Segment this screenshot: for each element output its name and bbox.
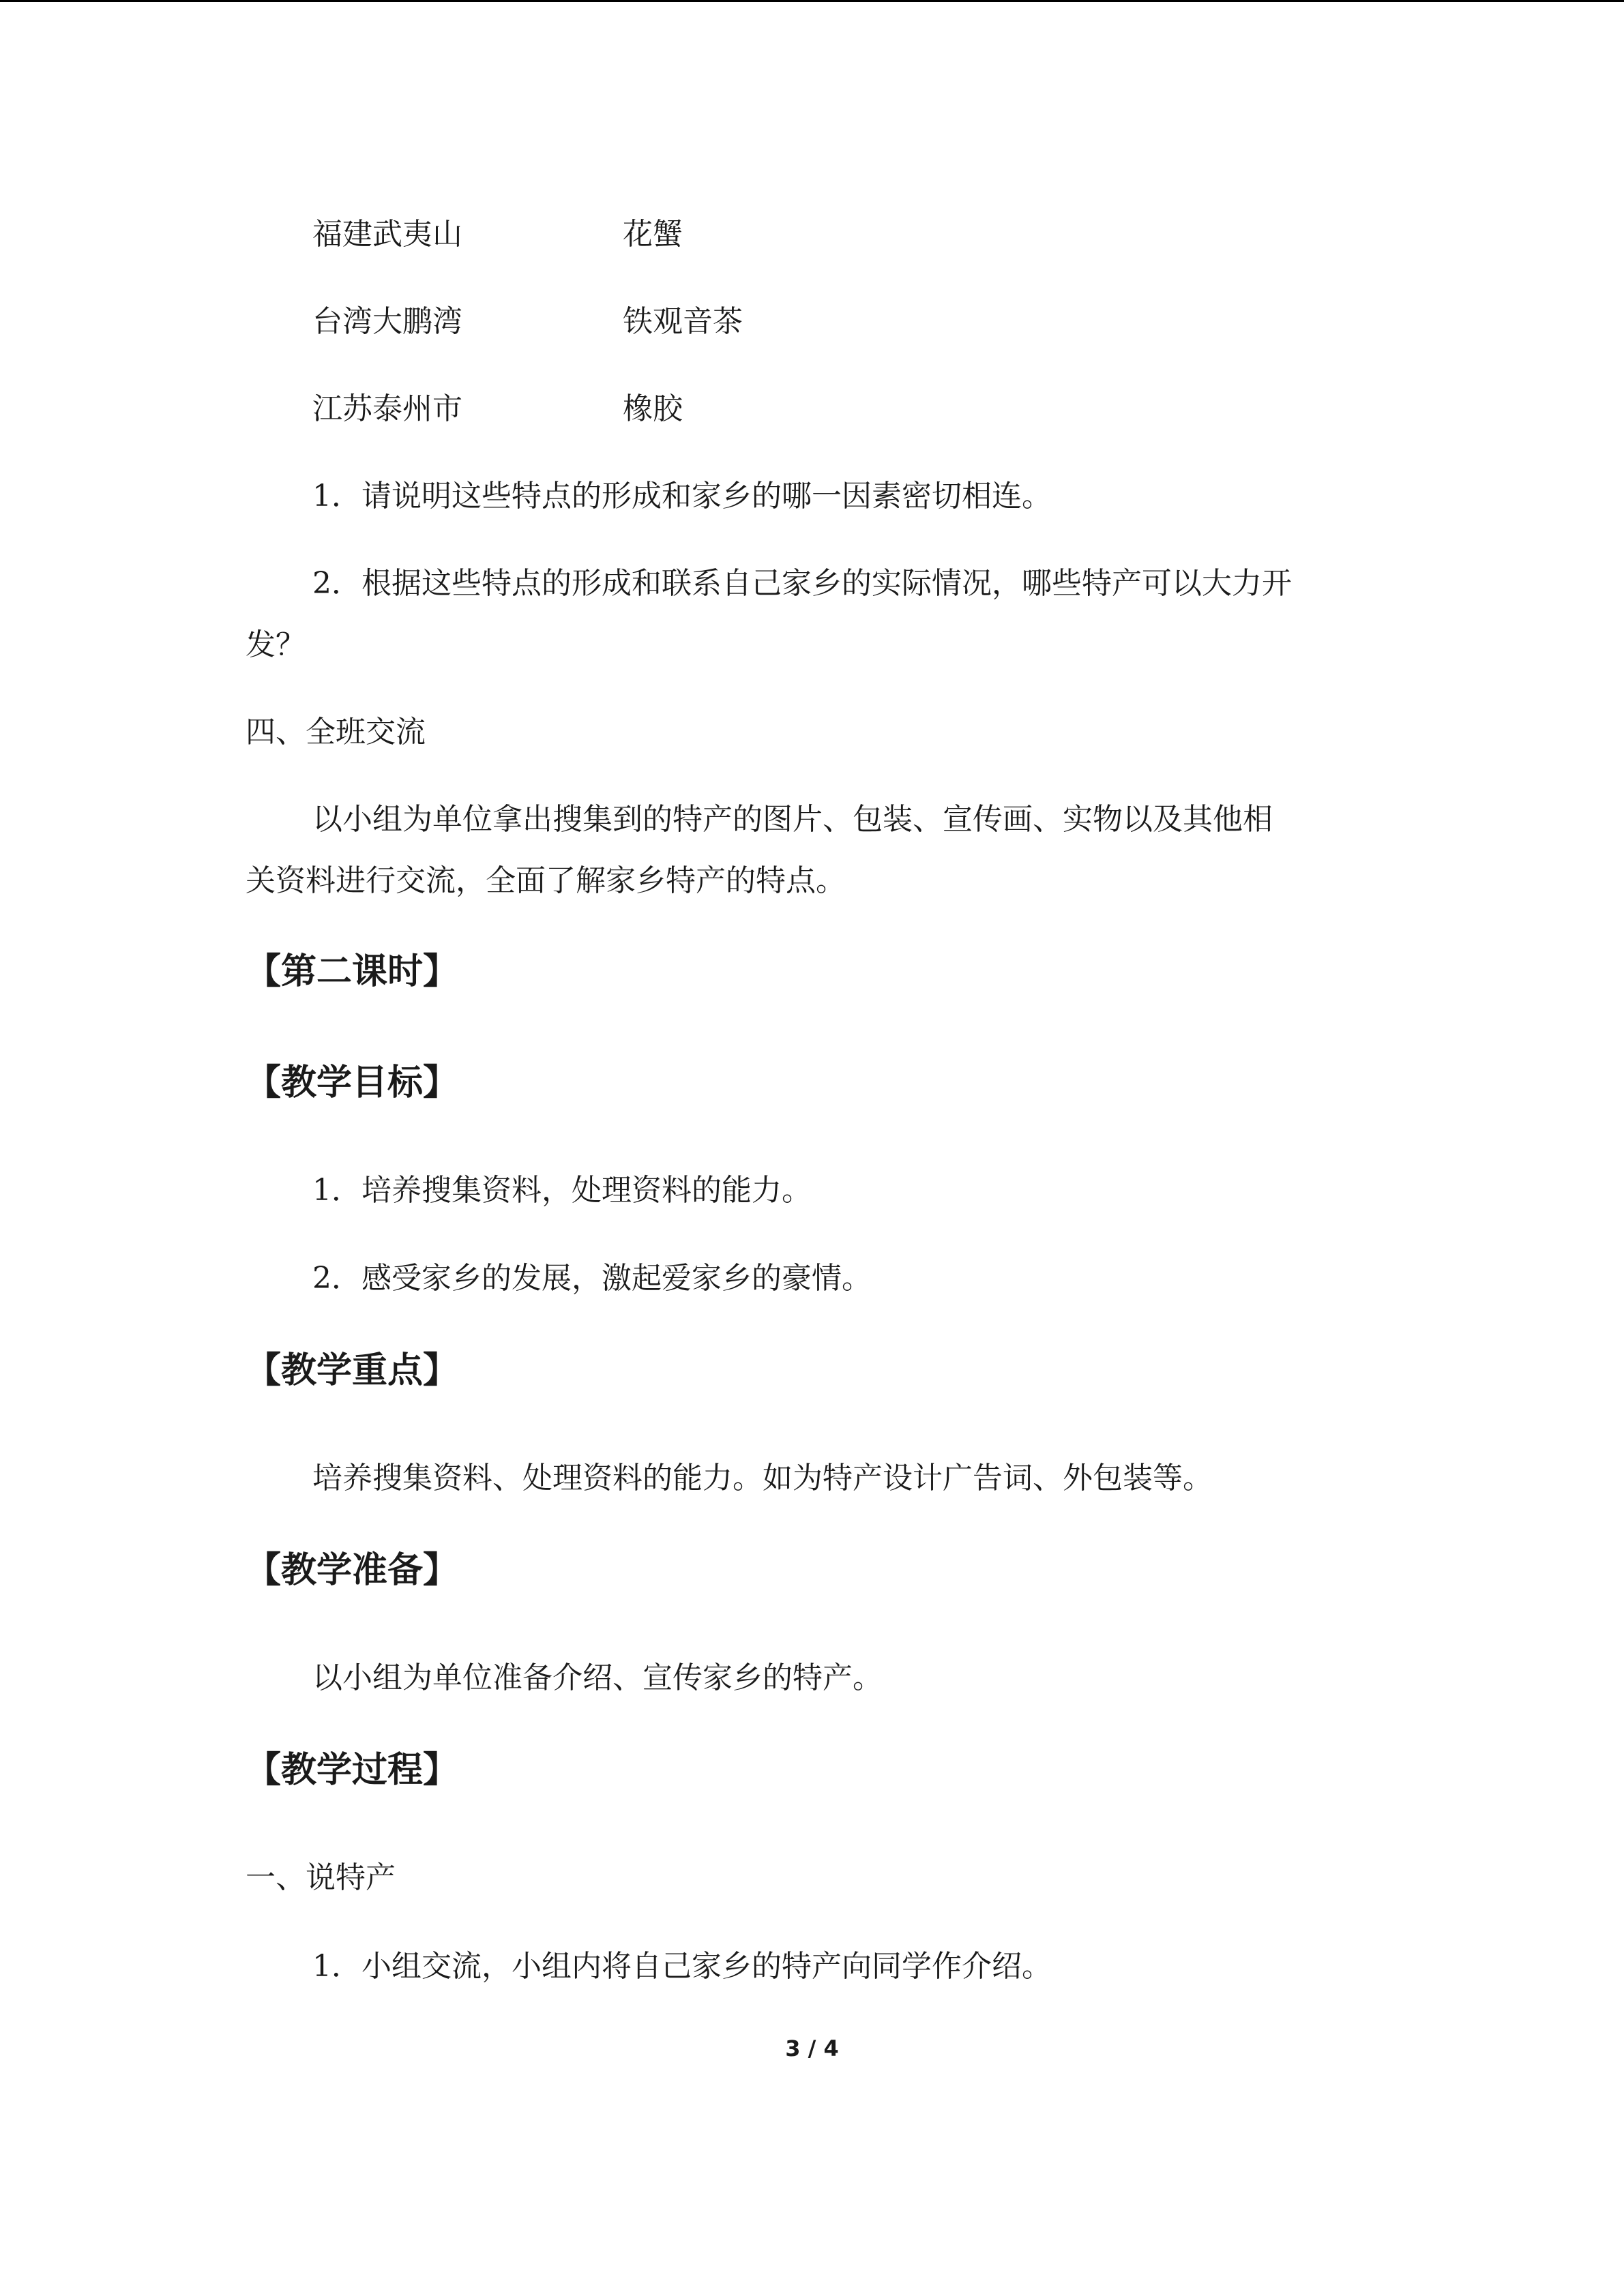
question-2-line-2: 发？ [246, 627, 306, 662]
product-3: 橡胶 [623, 391, 683, 426]
page-number: 3 / 4 [785, 2036, 839, 2061]
place-3: 江苏泰州市 [312, 391, 462, 426]
heading-process: 【教学过程】 [246, 1750, 459, 1791]
process-section-1: 一、说特产 [246, 1860, 396, 1895]
heading-lesson-2: 【第二课时】 [246, 951, 459, 992]
goal-1: 1．培养搜集资料，处理资料的能力。 [312, 1173, 812, 1208]
heading-preparation: 【教学准备】 [246, 1550, 459, 1591]
key-points-text: 培养搜集资料、处理资料的能力。如为特产设计广告词、外包装等。 [312, 1461, 1213, 1495]
process-item-1: 1．小组交流，小组内将自己家乡的特产向同学作介绍。 [312, 1949, 1052, 1984]
place-2: 台湾大鹏湾 [312, 304, 462, 339]
goal-2: 2．感受家乡的发展，激起爱家乡的豪情。 [312, 1261, 872, 1296]
heading-key-points: 【教学重点】 [246, 1350, 459, 1391]
heading-goals: 【教学目标】 [246, 1062, 459, 1103]
question-1: 1．请说明这些特点的形成和家乡的哪一因素密切相连。 [312, 479, 1052, 513]
product-2: 铁观音茶 [623, 304, 743, 339]
product-1: 花蟹 [623, 217, 683, 252]
preparation-text: 以小组为单位准备介绍、宣传家乡的特产。 [312, 1660, 883, 1695]
section-4-line-2: 关资料进行交流，全面了解家乡特产的特点。 [246, 863, 846, 898]
section-4-line-1: 以小组为单位拿出搜集到的特产的图片、包装、宣传画、实物以及其他相 [312, 802, 1273, 837]
place-1: 福建武夷山 [312, 217, 462, 252]
question-2-line-1: 2．根据这些特点的形成和联系自己家乡的实际情况，哪些特产可以大力开 [312, 566, 1292, 601]
section-4-title: 四、全班交流 [246, 715, 426, 749]
